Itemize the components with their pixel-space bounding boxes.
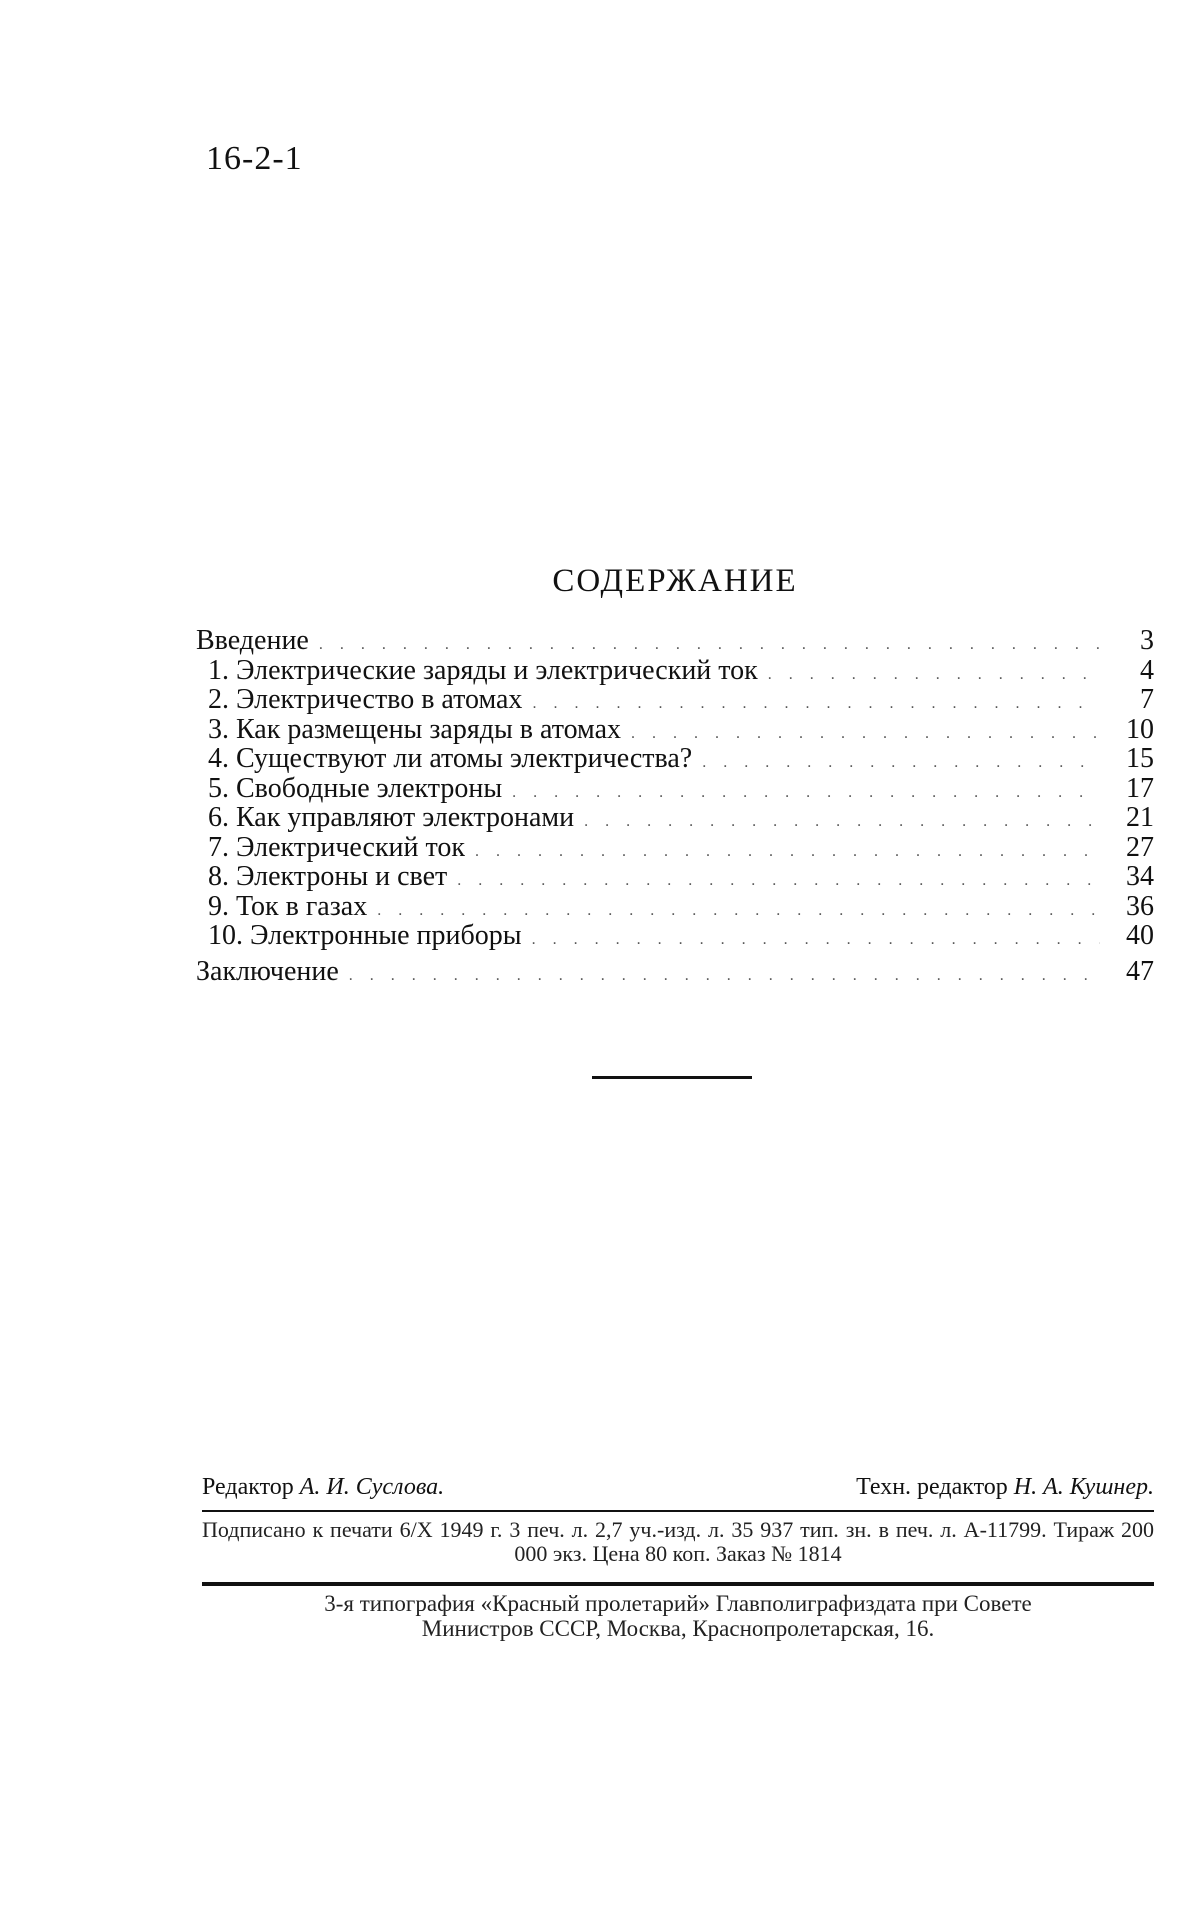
toc-entry-page: 15 xyxy=(1126,743,1154,774)
toc-entry xyxy=(196,892,1154,922)
toc-entry-title: 8. Электроны и свет xyxy=(208,861,448,892)
toc-dot-leader xyxy=(702,748,1100,778)
toc-entry xyxy=(196,715,1154,745)
toc-entry xyxy=(196,685,1154,715)
imprint-top-rule xyxy=(202,1510,1154,1512)
catalog-code: 16-2-1 xyxy=(206,140,303,177)
toc-dot-leader xyxy=(457,866,1100,896)
table-of-contents xyxy=(196,626,1154,986)
toc-entry-page: 4 xyxy=(1140,654,1154,686)
printer-line-2: Министров СССР, Москва, Краснопролетарская, 16. xyxy=(421,1616,935,1641)
toc-entry-page: 7 xyxy=(1140,684,1154,715)
toc-entry-title: 9. Ток в газах xyxy=(208,890,368,922)
editor-name: А. И. Суслова. xyxy=(299,1474,445,1500)
tech-editor-credit xyxy=(856,1474,1154,1501)
toc-entry-page: 47 xyxy=(1126,955,1154,987)
toc-entry-title: 5. Свободные электроны xyxy=(208,772,503,804)
toc-dot-leader xyxy=(349,961,1100,991)
imprint-bottom-rule xyxy=(202,1582,1154,1586)
toc-entry-title: Заключение xyxy=(196,955,339,987)
toc-entry xyxy=(196,862,1154,892)
toc-entry-page: 10 xyxy=(1126,713,1154,745)
toc-entry xyxy=(196,957,1154,987)
toc-dot-leader xyxy=(512,778,1100,808)
editor-label: Редактор xyxy=(202,1474,294,1500)
tech-editor-name: Н. А. Кушнер. xyxy=(1013,1474,1154,1500)
toc-entry-page: 17 xyxy=(1126,772,1154,804)
credits xyxy=(202,1474,1154,1501)
toc-entry-page: 3 xyxy=(1140,625,1154,656)
tech-editor-label: Техн. редактор xyxy=(856,1474,1008,1500)
toc-entry xyxy=(196,803,1154,833)
toc-entry-title: 1. Электрические заряды и электрический ток xyxy=(208,654,758,686)
toc-entry-title: 2. Электричество в атомах xyxy=(208,684,523,715)
toc-entry-title: 4. Существуют ли атомы электричества? xyxy=(208,743,693,774)
toc-entry xyxy=(196,626,1154,656)
toc-entry-page: 21 xyxy=(1126,802,1154,833)
toc-dot-leader xyxy=(631,719,1100,749)
toc-entry-title: 6. Как управляют электронами xyxy=(208,802,575,833)
toc-dot-leader xyxy=(768,660,1100,690)
toc-entry xyxy=(196,921,1154,951)
toc-dot-leader xyxy=(584,807,1100,837)
toc-entry-page: 40 xyxy=(1126,920,1154,951)
toc-dot-leader xyxy=(475,837,1100,867)
divider-line xyxy=(592,1076,752,1079)
toc-dot-leader xyxy=(532,925,1100,955)
toc-entry xyxy=(196,774,1154,804)
toc-entry-page: 27 xyxy=(1126,831,1154,863)
toc-entry-title: 10. Электронные приборы xyxy=(208,920,522,951)
toc-entry xyxy=(196,744,1154,774)
printer-line-1: 3-я типография «Красный пролетарий» Главполиграфиздата при Совете xyxy=(324,1591,1032,1616)
imprint-text: Подписано к печати 6/X 1949 г. 3 печ. л. 2,7 уч.-изд. л. 35 937 тип. зн. в печ. л. А-11799. Тираж 200 000 экз. Цена 80 коп. Заказ № 1814 xyxy=(202,1517,1154,1566)
toc-entry xyxy=(196,656,1154,686)
printer-info xyxy=(202,1591,1154,1641)
toc-entry xyxy=(196,833,1154,863)
toc-entry-title: 3. Как размещены заряды в атомах xyxy=(208,713,621,745)
toc-entry-title: Введение xyxy=(196,625,309,656)
editor-credit xyxy=(202,1474,444,1501)
toc-entry-page: 36 xyxy=(1126,890,1154,922)
toc-title: СОДЕРЖАНИЕ xyxy=(552,563,798,599)
toc-entry-title: 7. Электрический ток xyxy=(208,831,465,863)
toc-entry-page: 34 xyxy=(1126,861,1154,892)
